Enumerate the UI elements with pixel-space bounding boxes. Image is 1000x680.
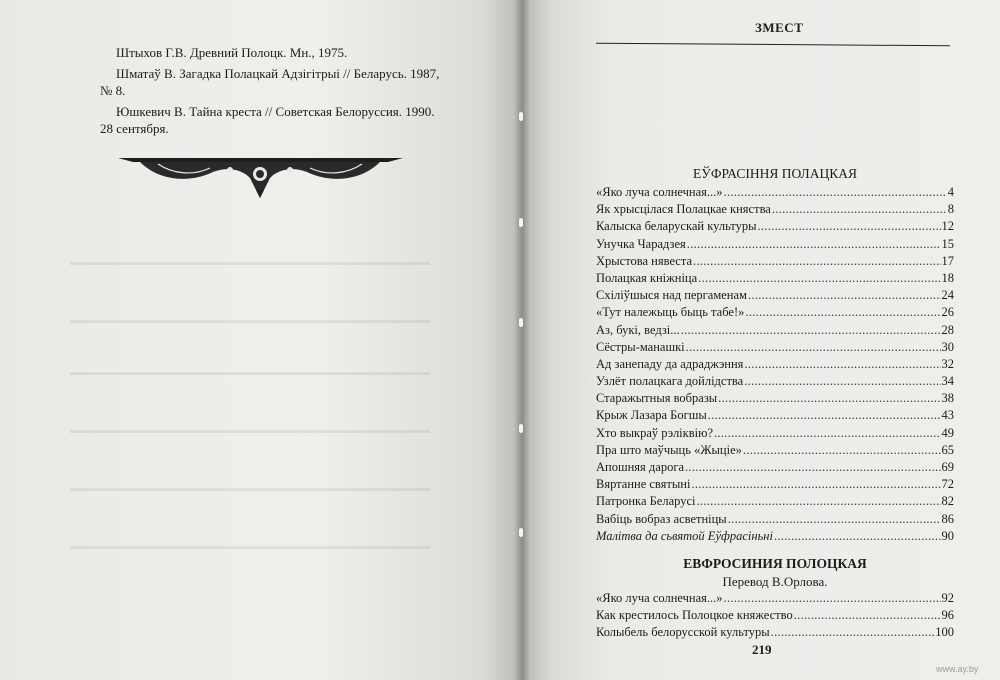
toc-entry bbox=[596, 624, 954, 641]
contents-header: ЗМЕСТ bbox=[755, 20, 804, 35]
toc-entry-page: 69 bbox=[941, 460, 954, 474]
toc-entry-title: Хрыстова нявеста bbox=[596, 253, 693, 268]
dot-leader bbox=[774, 528, 941, 545]
toc-entry bbox=[596, 407, 954, 424]
toc-entry bbox=[596, 287, 954, 304]
dot-leader bbox=[698, 270, 940, 287]
table-of-contents bbox=[596, 164, 954, 642]
toc-entry-page: 38 bbox=[941, 391, 954, 406]
section-title-belarusian: ЕЎФРАСІННЯ ПОЛАЦКАЯ bbox=[693, 166, 857, 181]
toc-entry bbox=[596, 184, 954, 201]
toc-entry bbox=[596, 236, 954, 253]
toc-entry bbox=[596, 304, 954, 321]
toc-entry bbox=[596, 511, 954, 528]
toc-entry-page: 82 bbox=[941, 494, 954, 509]
toc-entry-title: Полацкая кніжніца bbox=[596, 270, 698, 285]
toc-entry-page: 8 bbox=[947, 202, 954, 217]
dot-leader bbox=[724, 590, 941, 607]
toc-entry bbox=[596, 253, 954, 270]
toc-entry-title: Пра што маўчыць «Жыціе» bbox=[596, 442, 742, 457]
toc-entry-title: Узлёт полацкага дойлідства bbox=[596, 374, 744, 389]
watermark: www.ay.by bbox=[936, 664, 979, 674]
binding-stitch bbox=[519, 528, 523, 537]
toc-entry-title: «Тут належыць быць табе!» bbox=[596, 305, 745, 320]
toc-entry bbox=[596, 442, 954, 459]
toc-entry-page: 30 bbox=[941, 339, 954, 354]
toc-entry-title: Унучка Чарадзея bbox=[596, 236, 686, 251]
book-spine bbox=[514, 0, 530, 680]
dot-leader bbox=[714, 425, 941, 442]
toc-entry-page: 43 bbox=[941, 408, 954, 423]
bibliography-item: Штыхов Г.В. Древний Полоцк. Мн., 1975. bbox=[116, 45, 348, 60]
toc-entry-page: 28 bbox=[941, 322, 954, 337]
dot-leader bbox=[724, 184, 947, 201]
toc-entry-page: 34 bbox=[941, 374, 954, 389]
toc-entry-title: Колыбель белорусской культуры bbox=[596, 625, 770, 640]
page-number: 219 bbox=[752, 642, 772, 657]
toc-entry bbox=[596, 270, 954, 287]
toc-entry-title: Хто выкраў рэліквію? bbox=[596, 425, 713, 440]
dot-leader bbox=[686, 339, 941, 356]
dot-leader bbox=[771, 624, 935, 641]
toc-entry-title: «Яко луча солнечная...» bbox=[596, 185, 723, 199]
dot-leader bbox=[744, 356, 940, 373]
toc-entry bbox=[596, 218, 954, 235]
toc-entry bbox=[596, 373, 954, 390]
dot-leader bbox=[745, 304, 940, 321]
toc-entry-title: Крыж Лазара Богшы bbox=[596, 408, 707, 423]
toc-entry-title: Вяртанне святыні bbox=[596, 477, 691, 492]
toc-entry bbox=[596, 459, 954, 476]
bibliography-item: Юшкевич В. Тайна креста // Советская Белоруссия. 1990. 28 сентября. bbox=[100, 104, 435, 136]
translation-credit: Перевод В.Орлова. bbox=[722, 573, 828, 589]
binding-stitch bbox=[519, 424, 523, 433]
toc-entry-title: Калыска беларускай культуры bbox=[596, 219, 757, 234]
toc-entry-page: 18 bbox=[941, 270, 954, 285]
dot-leader bbox=[794, 607, 941, 624]
toc-entry bbox=[596, 425, 954, 442]
toc-entry-title: Схіліўшыся над пергаменам bbox=[596, 288, 747, 303]
dot-leader bbox=[696, 493, 940, 510]
toc-entry-page: 26 bbox=[941, 305, 954, 320]
dot-leader bbox=[748, 287, 941, 304]
toc-entry-title: Старажытныя вобразы bbox=[596, 391, 718, 406]
toc-entry-page: 12 bbox=[941, 219, 954, 234]
dot-leader bbox=[708, 407, 941, 424]
toc-entry-page: 90 bbox=[941, 528, 954, 543]
binding-stitch bbox=[519, 112, 523, 121]
show-through-line bbox=[70, 372, 430, 375]
dot-leader bbox=[693, 253, 940, 270]
toc-entry-title: Сёстры-манашкі bbox=[596, 339, 685, 354]
show-through-line bbox=[70, 262, 430, 265]
toc-entry-title: Аз, букі, ведзі... bbox=[596, 322, 680, 337]
toc-entry bbox=[596, 607, 954, 624]
toc-entry-title: Як хрысцілася Полацкае княства bbox=[596, 202, 771, 217]
toc-entry bbox=[596, 201, 954, 218]
ornament-vignette-icon bbox=[118, 150, 403, 206]
toc-entry-page: 100 bbox=[935, 625, 954, 640]
toc-entry-page: 17 bbox=[941, 253, 954, 268]
toc-entry-page: 49 bbox=[941, 425, 954, 440]
toc-section-1 bbox=[596, 184, 954, 545]
toc-entry bbox=[596, 390, 954, 407]
bibliography-list bbox=[100, 44, 450, 141]
dot-leader bbox=[691, 476, 940, 493]
toc-entry-page: 92 bbox=[941, 590, 954, 605]
toc-entry-title: Патронка Беларусі bbox=[596, 494, 696, 509]
toc-entry bbox=[596, 590, 954, 607]
dot-leader bbox=[758, 218, 941, 235]
toc-section-2 bbox=[596, 590, 954, 642]
toc-entry-page: 4 bbox=[947, 185, 954, 199]
toc-entry-title: Ад занепаду да адраджэння bbox=[596, 356, 744, 371]
toc-entry-page: 96 bbox=[941, 608, 954, 623]
dot-leader bbox=[743, 442, 941, 459]
dot-leader bbox=[685, 459, 941, 476]
toc-entry bbox=[596, 339, 954, 356]
dot-leader bbox=[687, 236, 941, 253]
show-through-line bbox=[70, 546, 430, 549]
binding-stitch bbox=[519, 318, 523, 327]
toc-entry-title: Апошняя дарога bbox=[596, 460, 684, 474]
toc-entry-page: 86 bbox=[941, 511, 954, 526]
toc-entry-title: Малітва да сьвятой Еўфрасіньні bbox=[596, 528, 773, 543]
toc-entry-page: 24 bbox=[941, 288, 954, 303]
toc-entry-page: 65 bbox=[941, 442, 954, 457]
toc-entry-title: Как крестилось Полоцкое княжество bbox=[596, 608, 793, 623]
toc-entry bbox=[596, 322, 954, 339]
dot-leader bbox=[718, 390, 940, 407]
toc-entry bbox=[596, 476, 954, 493]
toc-entry-title: Вабіць вобраз асветніцы bbox=[596, 511, 727, 526]
dot-leader bbox=[772, 201, 947, 218]
dot-leader bbox=[728, 511, 941, 528]
toc-entry bbox=[596, 528, 954, 545]
binding-stitch bbox=[519, 218, 523, 227]
toc-entry bbox=[596, 493, 954, 510]
toc-entry-page: 32 bbox=[941, 356, 954, 371]
toc-entry-page: 15 bbox=[941, 236, 954, 251]
show-through-line bbox=[70, 320, 430, 323]
toc-entry-page: 72 bbox=[941, 477, 954, 492]
show-through-line bbox=[70, 488, 430, 491]
toc-entry-title: «Яко луча солнечная...» bbox=[596, 590, 723, 605]
toc-entry bbox=[596, 356, 954, 373]
bibliography-item: Шматаў В. Загадка Полацкай Адзігітрыі // Беларусь. 1987, № 8. bbox=[100, 66, 440, 98]
section-title-russian: ЕВФРОСИНИЯ ПОЛОЦКАЯ bbox=[683, 555, 867, 571]
dot-leader bbox=[744, 373, 940, 390]
dot-leader bbox=[681, 322, 941, 339]
show-through-line bbox=[70, 430, 430, 433]
